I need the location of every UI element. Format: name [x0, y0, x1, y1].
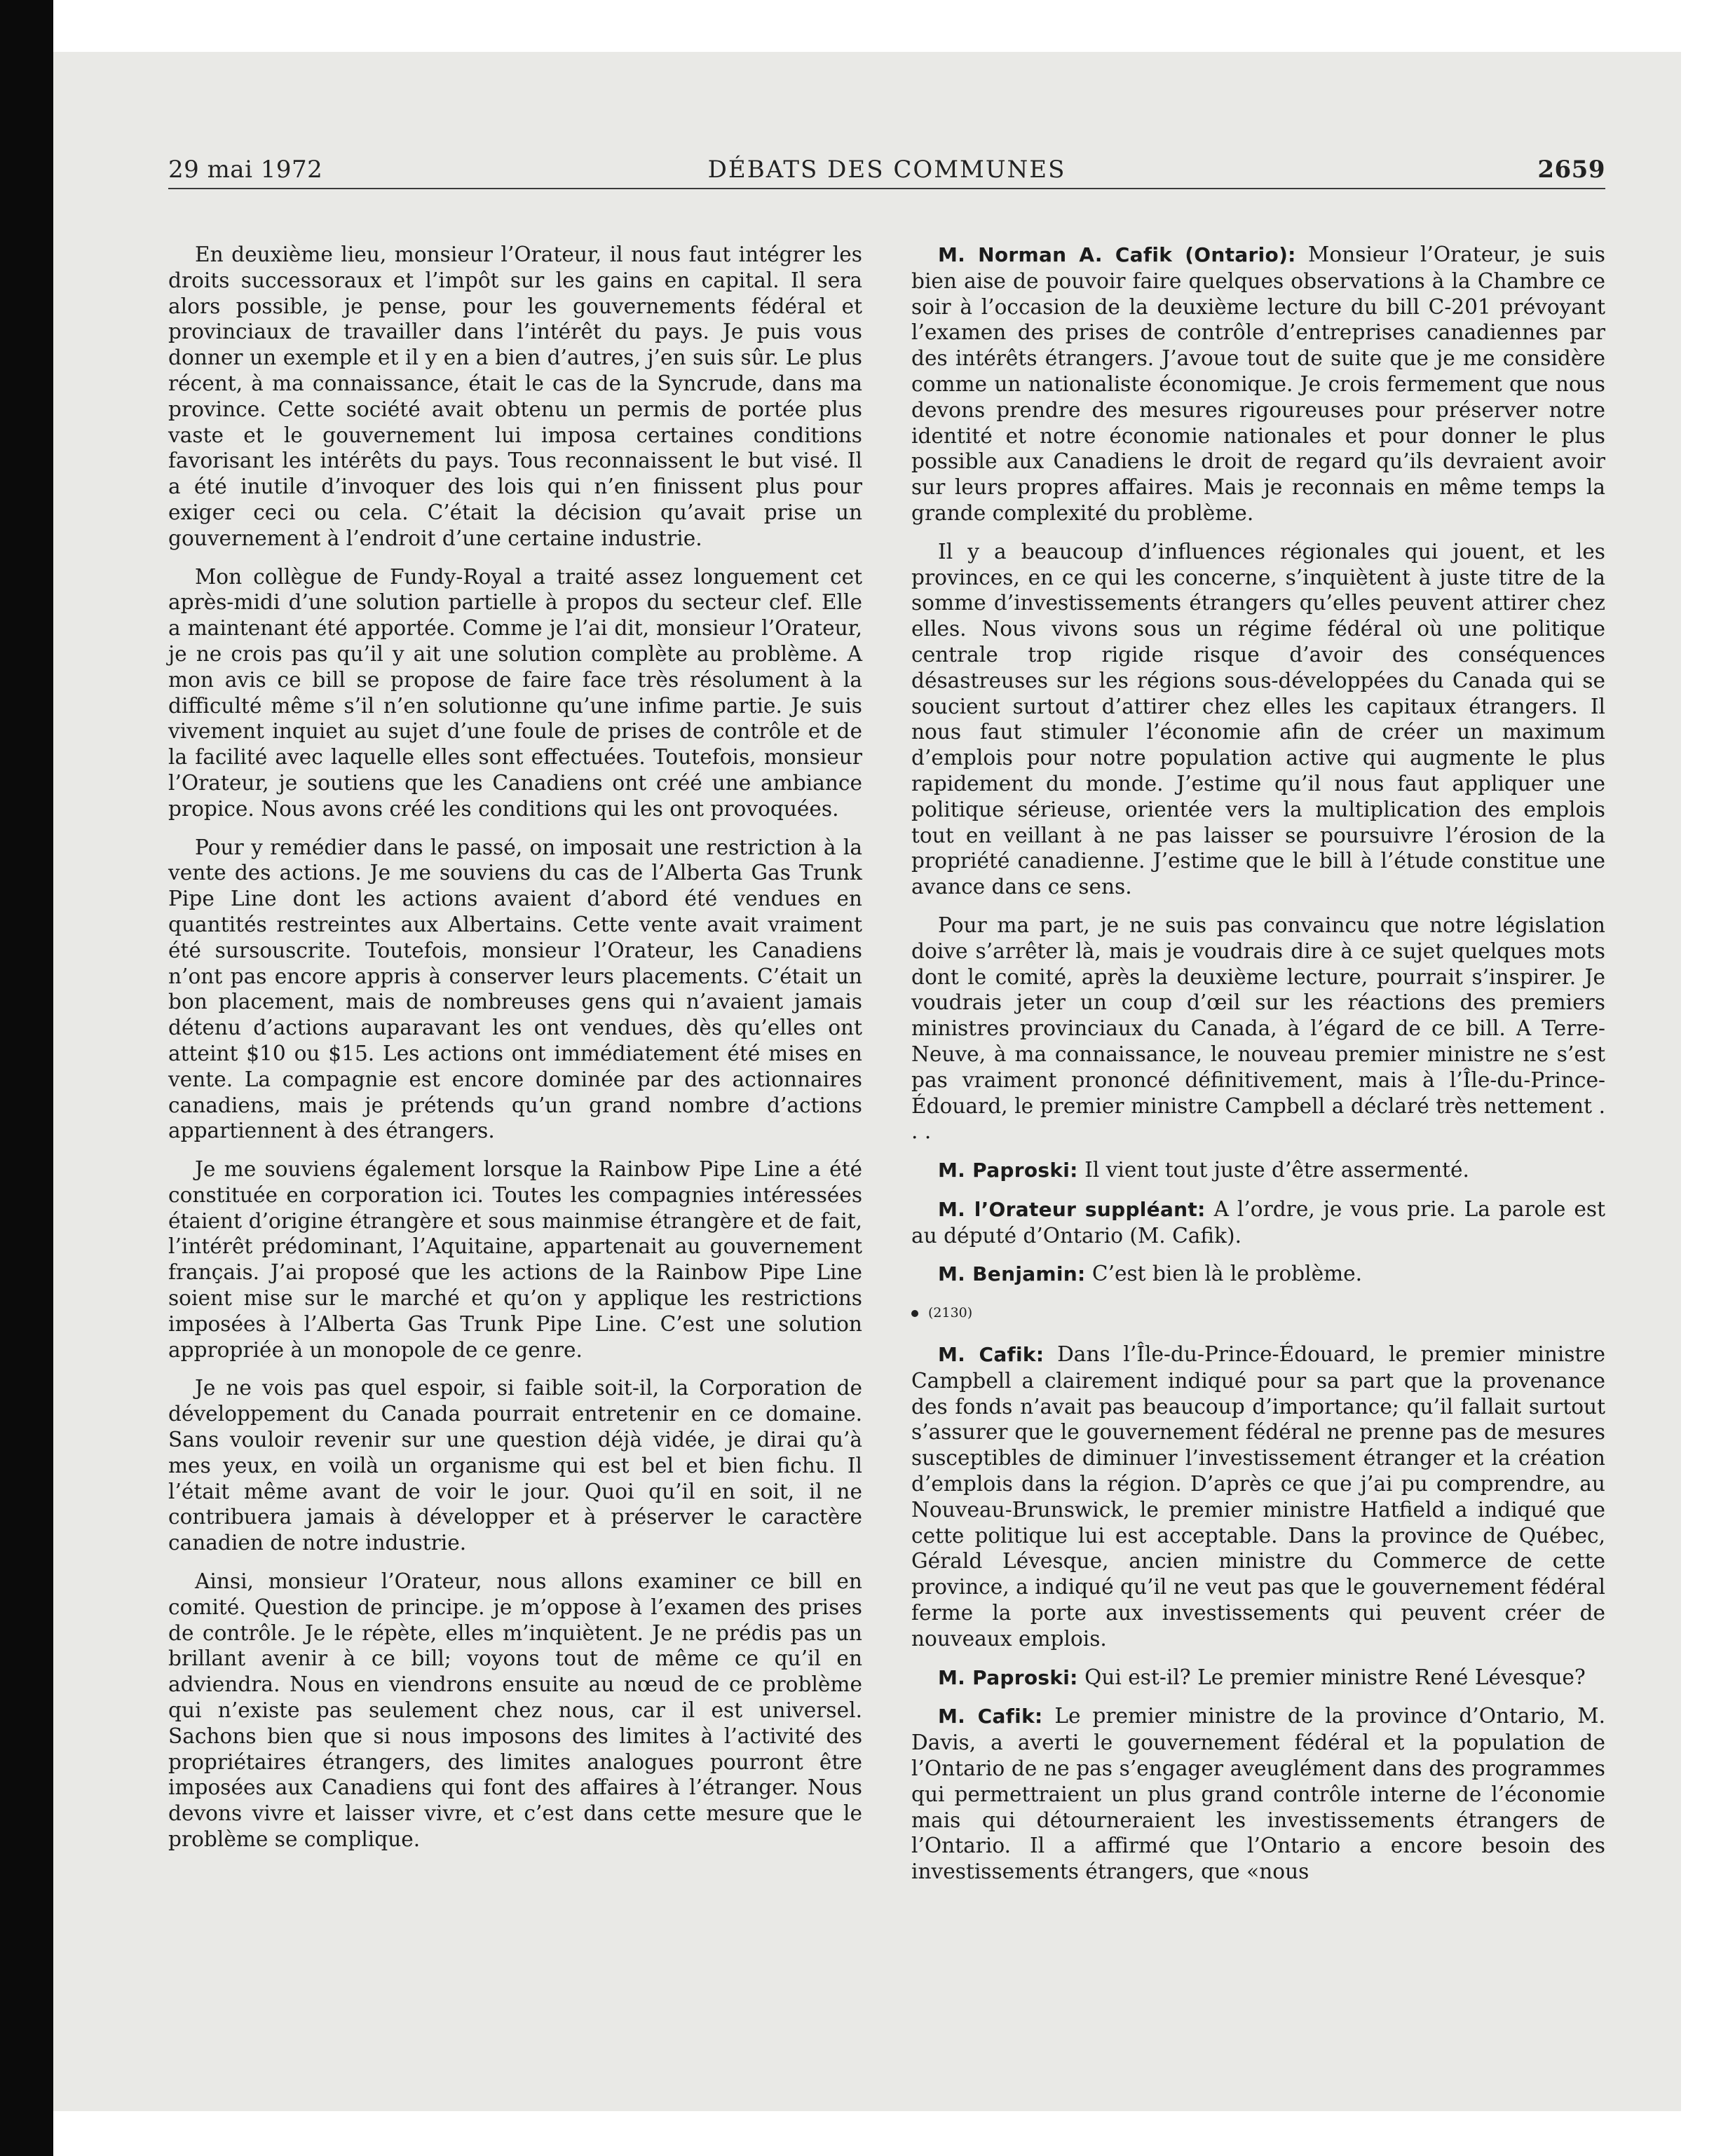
time-marker	[911, 1300, 1605, 1326]
time-marker-text: (2130)	[928, 1305, 973, 1321]
paragraph: Je me souviens également lorsque la Rainbow Pipe Line a été constituée en corporation ici. Toutes les compagnies intéressées étaient d’origine étrangère et sous mainmise étrangère et de fait, l’intérêt prédominant, l’Aquitaine, appartenait au gouvernement français. J’ai proposé que les actions de la Rainbow Pipe Line soient mise sur le marché et qu’on y applique les restrictions imposées à l’Alberta Gas Trunk Pipe Line. C’est une solution appropriée à un monopole de ce genre.	[168, 1157, 862, 1362]
right-column	[911, 242, 1605, 1897]
speaker-name: M. Paproski:	[938, 1159, 1078, 1182]
paragraph: Pour ma part, je ne suis pas convaincu que notre législation doive s’arrêter là, mais je voudrais dire à ce sujet quelques mots dont le comité, après la deuxième lecture, pourrait s’inspirer. Je voudrais jeter un coup d’œil sur les réactions des premiers ministres provinciaux du Canada, à l’égard de ce bill. A Terre-Neuve, à ma connaissance, le nouveau premier ministre ne s’est pas vraiment prononcé définitivement, mais à l’Île-du-Prince-Édouard, le premier ministre Campbell a déclaré très nettement . . .	[911, 913, 1605, 1144]
speech-text: C’est bien là le problème.	[1085, 1262, 1363, 1286]
speaker-name: M. Cafik:	[938, 1705, 1043, 1728]
header-date: 29 mai 1972	[168, 156, 323, 184]
paragraph: Il y a beaucoup d’influences régionales qui jouent, et les provinces, en ce qui les concerne, s’inquiètent à juste titre de la somme d’investissements étrangers qu’elles peuvent attirer chez elles. Nous vivons sous un régime fédéral où une politique centrale trop rigide risque d’avoir des conséquences désastreuses sur les régions sous-développées du Canada qui se soucient surtout d’attirer chez elles les capitaux étrangers. Il nous faut stimuler l’économie afin de créer un maximum d’emplois pour notre population active qui augmente le plus rapidement du monde. J’estime qu’il nous faut appliquer une politique sérieuse, orientée vers la multiplication des emplois tout en veillant à ne pas laisser se poursuivre l’érosion de la propriété canadienne. J’estime que le bill à l’étude constitue une avance dans ce sens.	[911, 539, 1605, 899]
speaker-name: M. Paproski:	[938, 1665, 1078, 1689]
paragraph: En deuxième lieu, monsieur l’Orateur, il nous faut intégrer les droits successoraux et l’impôt sur les gains en capital. Il sera alors possible, je pense, pour les gouvernements fédéral et provinciaux de travailler dans l’intérêt du pays. Je puis vous donner un exemple et il y en a bien d’autres, j’en suis sûr. Le plus récent, à ma connaissance, était le cas de la Syncrude, dans ma province. Cette société avait obtenu un permis de portée plus vaste et le gouvernement lui imposa certaines conditions favorisant les intérêts du pays. Tous reconnaissent le but visé. Il a été inutile d’invoquer des lois qui n’en finissent plus pour exiger ceci ou cela. C’était la décision qu’avait prise un gouvernement à l’endroit d’une certaine industrie.	[168, 243, 862, 550]
speech-paragraph	[911, 1665, 1605, 1691]
speaker-name: M. Norman A. Cafik (Ontario):	[938, 243, 1296, 266]
speech-paragraph	[911, 1342, 1605, 1652]
paragraph: Pour y remédier dans le passé, on imposait une restriction à la vente des actions. Je me souviens du cas de l’Alberta Gas Trunk Pipe Line dont les actions avaient d’abord été vendues en quantités restreintes aux Albertains. Cette vente avait vraiment été sursouscrite. Toutefois, monsieur l’Orateur, les Canadiens n’ont pas encore appris à conserver leurs placements. C’était un bon placement, mais de nombreuses gens qui n’avaient jamais détenu d’actions auparavant les ont vendues, dès qu’elles ont atteint $10 ou $15. Les actions ont immédiatement été mises en vente. La compagnie est encore dominée par des actionnaires canadiens, mais je prétends qu’un grand nombre d’actions appartiennent à des étrangers.	[168, 835, 862, 1143]
speaker-name: M. Benjamin:	[938, 1262, 1086, 1286]
speech-paragraph	[911, 1261, 1605, 1288]
speech-text: Qui est-il? Le premier ministre René Lévesque?	[1077, 1665, 1586, 1689]
speech-paragraph	[911, 1157, 1605, 1184]
page-number: 2659	[1537, 156, 1605, 184]
speech-text: Dans l’Île-du-Prince-Édouard, le premier ministre Campbell a clairement indiqué pour sa part que la provenance des fonds n’avait pas beaucoup d’importance; qu’il fallait surtout s’assurer que le gouvernement fédéral ne prenne pas de mesures susceptibles de diminuer l’investissement étranger et la création d’emplois dans la région. D’après ce que j’ai pu comprendre, au Nouveau-Brunswick, le premier ministre Hatfield a indiqué que cette politique lui est acceptable. Dans la province de Québec, Gérald Lévesque, ancien ministre du Commerce de cette province, a indiqué qu’il ne veut pas que le gouvernement fédéral ferme la porte aux investissements qui peuvent créer de nouveaux emplois.	[911, 1342, 1605, 1651]
speech-text: Il vient tout juste d’être assermenté.	[1077, 1158, 1469, 1182]
speech-text: A l’ordre, je vous prie. La parole est au député d’Ontario (M. Cafik).	[911, 1196, 1606, 1248]
speech-paragraph	[911, 1196, 1605, 1249]
scan-border	[0, 0, 53, 2156]
speaker-name: M. Cafik:	[938, 1343, 1045, 1367]
header-title: DÉBATS DES COMMUNES	[707, 156, 1066, 184]
speech-text: Le premier ministre de la province d’Ontario, M. Davis, a averti le gouvernement fédéral et la population de l’Ontario de ne pas s’engager aveuglément dans des programmes qui permettraient un plus grand contrôle interne de l’économie mais qui détourneraient les investissements étrangers de l’Ontario. Il a affirmé que l’Ontario a encore besoin des investissements étrangers, que «nous	[911, 1704, 1605, 1884]
bullet-icon	[911, 1310, 918, 1317]
left-column	[168, 242, 862, 1865]
paragraph: Mon collègue de Fundy-Royal a traité assez longuement cet après-midi d’une solution partielle à propos du secteur clef. Elle a maintenant été apportée. Comme je l’ai dit, monsieur l’Orateur, je ne crois pas qu’il y ait une solution complète au problème. A mon avis ce bill se propose de faire face très résolument à la difficulté même s’il n’en solutionne qu’une infime partie. Je suis vivement inquiet au sujet d’une foule de prises de contrôle et de la facilité avec laquelle elles sont effectuées. Toutefois, monsieur l’Orateur, je soutiens que les Canadiens ont créé une ambiance propice. Nous avons créé les conditions qui les ont provoquées.	[168, 564, 862, 821]
speech-paragraph	[911, 242, 1605, 526]
speaker-name: M. l’Orateur suppléant:	[938, 1197, 1206, 1221]
page-header	[168, 153, 1605, 189]
paragraph: Ainsi, monsieur l’Orateur, nous allons examiner ce bill en comité. Question de principe. je m’oppose à l’examen des prises de contrôle. Je le répète, elles m’inquiètent. Je ne prédis pas un brillant avenir à ce bill; voyons tout de même ce qu’il en adviendra. Nous en viendrons ensuite au nœud de ce problème qui n’existe pas seulement chez nous, car il est universel. Sachons bien que si nous imposons des limites à l’activité des propriétaires étrangers, des limites analogues pourront être imposées aux Canadiens qui font des affaires à l’étranger. Nous devons vivre et laisser vivre, et c’est dans cette mesure que le problème se complique.	[168, 1569, 862, 1852]
speech-paragraph	[911, 1703, 1605, 1885]
speech-text: Monsieur l’Orateur, je suis bien aise de pouvoir faire quelques observations à la Chambre ce soir à l’occasion de la deuxième lecture du bill C-201 prévoyant l’examen des prises de contrôle d’entreprises canadiennes par des intérêts étrangers. J’avoue tout de suite que je me considère comme un nationaliste économique. Je crois fermement que nous devons prendre des mesures rigoureuses pour préserver notre identité et notre économie nationales et pour donner le plus possible aux Canadiens le droit de regard qu’ils devraient avoir sur leurs propres affaires. Mais je reconnais en même temps la grande complexité du problème.	[911, 243, 1605, 525]
paragraph: Je ne vois pas quel espoir, si faible soit-il, la Corporation de développement du Canada pourrait entretenir en ce domaine. Sans vouloir revenir sur une question déjà vidée, je dirai qu’à mes yeux, en voilà un organisme qui est bel et bien fichu. Il l’était même avant de voir le jour. Quoi qu’il en soit, il ne contribuera jamais à développer et à préserver le caractère canadien de notre industrie.	[168, 1376, 862, 1555]
